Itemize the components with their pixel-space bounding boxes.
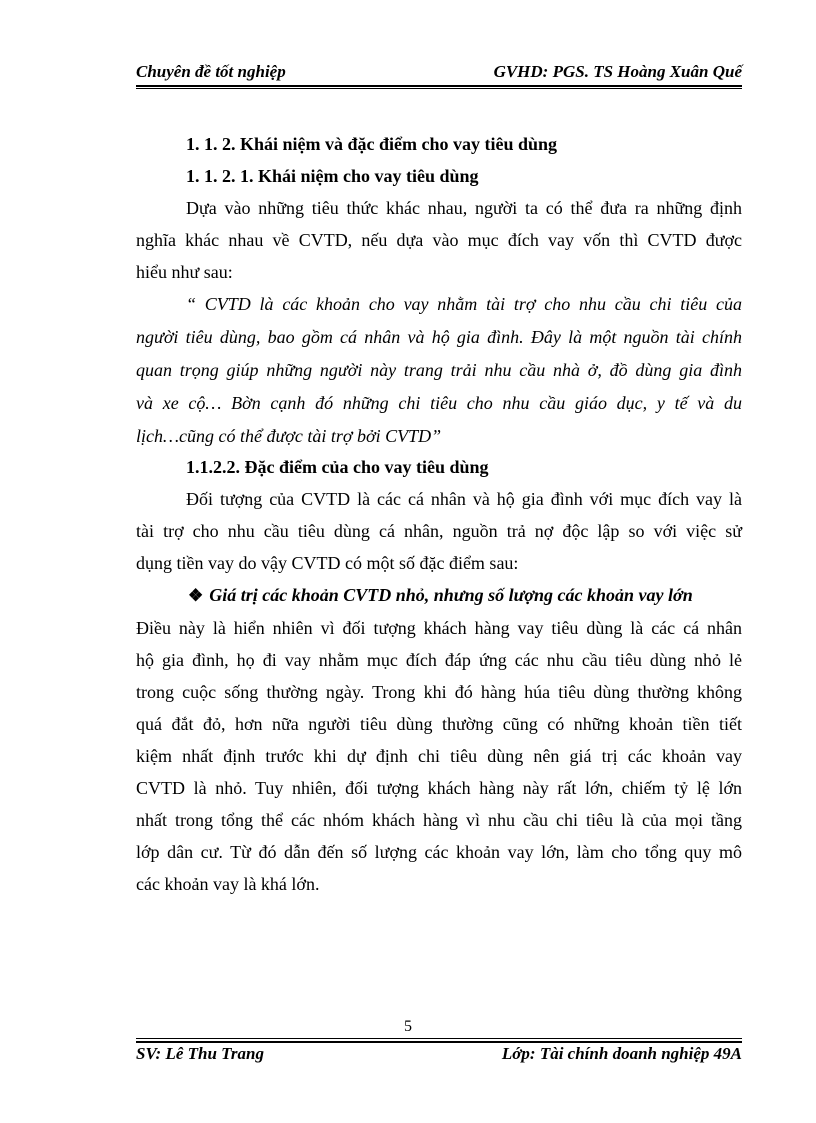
paragraph-line: nhất trong tổng thể các nhóm khách hàng vì nhu cầu chi tiêu là của mọi tầng — [136, 810, 742, 830]
paragraph-line: nghĩa khác nhau về CVTD, nếu dựa vào mục đích vay vốn thì CVTD được — [136, 230, 742, 250]
header-supervisor: GVHD: PGS. TS Hoàng Xuân Quế — [493, 62, 742, 81]
bullet-heading — [188, 579, 693, 611]
paragraph-line: Đối tượng của CVTD là các cá nhân và hộ gia đình với mục đích vay là — [186, 489, 742, 509]
page-number: 5 — [404, 1018, 412, 1035]
paragraph-line: lớp dân cư. Từ đó dẫn đến số lượng các khoản vay lớn, làm cho tổng quy mô — [136, 842, 742, 862]
paragraph-line: Điều này là hiển nhiên vì đối tượng khách hàng vay tiêu dùng là các cá nhân — [136, 618, 742, 638]
page-header — [136, 58, 742, 86]
footer-class: Lớp: Tài chính doanh nghiệp 49A — [501, 1044, 742, 1063]
quote-line: “ CVTD là các khoản cho vay nhằm tài trợ cho nhu cầu chi tiêu của — [186, 294, 742, 314]
paragraph-line: các khoản vay là khá lớn. — [136, 874, 320, 894]
quote-line: và xe cộ… Bờn cạnh đó những chi tiêu cho nhu cầu giáo dục, y tế và du — [136, 393, 742, 413]
paragraph-line: hiểu như sau: — [136, 262, 233, 282]
paragraph-line: trong cuộc sống thường ngày. Trong khi đó hàng húa tiêu dùng thường không — [136, 682, 742, 702]
quote-line: lịch…cũng có thể được tài trợ bởi CVTD” — [136, 426, 442, 446]
footer-student: SV: Lê Thu Trang — [136, 1044, 264, 1063]
subsection-heading: 1.1.2.2. Đặc điểm của cho vay tiêu dùng — [186, 457, 489, 477]
header-title: Chuyên đề tốt nghiệp — [136, 62, 286, 81]
footer-rule-thick — [136, 1041, 742, 1043]
quote-line: người tiêu dùng, bao gồm cá nhân và hộ gia đình. Đây là một nguồn tài chính — [136, 327, 742, 347]
paragraph-line: tài trợ cho nhu cầu tiêu dùng cá nhân, nguồn trả nợ độc lập so với việc sử — [136, 521, 742, 541]
header-rule-thick — [136, 85, 742, 87]
section-heading: 1. 1. 2. Khái niệm và đặc điểm cho vay tiêu dùng — [186, 134, 558, 154]
paragraph-line: quá đắt đỏ, hơn nữa người tiêu dùng thường cũng có những khoản tiền tiết — [136, 714, 742, 734]
footer-rule-thin — [136, 1038, 742, 1039]
paragraph-line: CVTD là nhỏ. Tuy nhiên, đối tượng khách hàng này rất lớn, chiếm tỷ lệ lớn — [136, 778, 742, 798]
paragraph-line: dụng tiền vay do vậy CVTD có một số đặc điểm sau: — [136, 553, 519, 573]
paragraph-line: kiệm nhất định trước khi dự định chi tiêu dùng nên giá trị các khoản vay — [136, 746, 742, 766]
bullet-title: Giá trị các khoản CVTD nhỏ, nhưng số lượng các khoản vay lớn — [209, 585, 693, 605]
subsection-heading: 1. 1. 2. 1. Khái niệm cho vay tiêu dùng — [186, 166, 479, 186]
paragraph-line: hộ gia đình, họ đi vay nhằm mục đích đáp ứng các nhu cầu tiêu dùng nhỏ lẻ — [136, 650, 742, 670]
quote-line: quan trọng giúp những người này trang trải nhu cầu nhà ở, đồ dùng gia đình — [136, 360, 742, 380]
diamond-bullet-icon: ❖ — [188, 586, 204, 605]
header-rule-thin — [136, 88, 742, 89]
paragraph-line: Dựa vào những tiêu thức khác nhau, người ta có thể đưa ra những định — [186, 198, 742, 218]
